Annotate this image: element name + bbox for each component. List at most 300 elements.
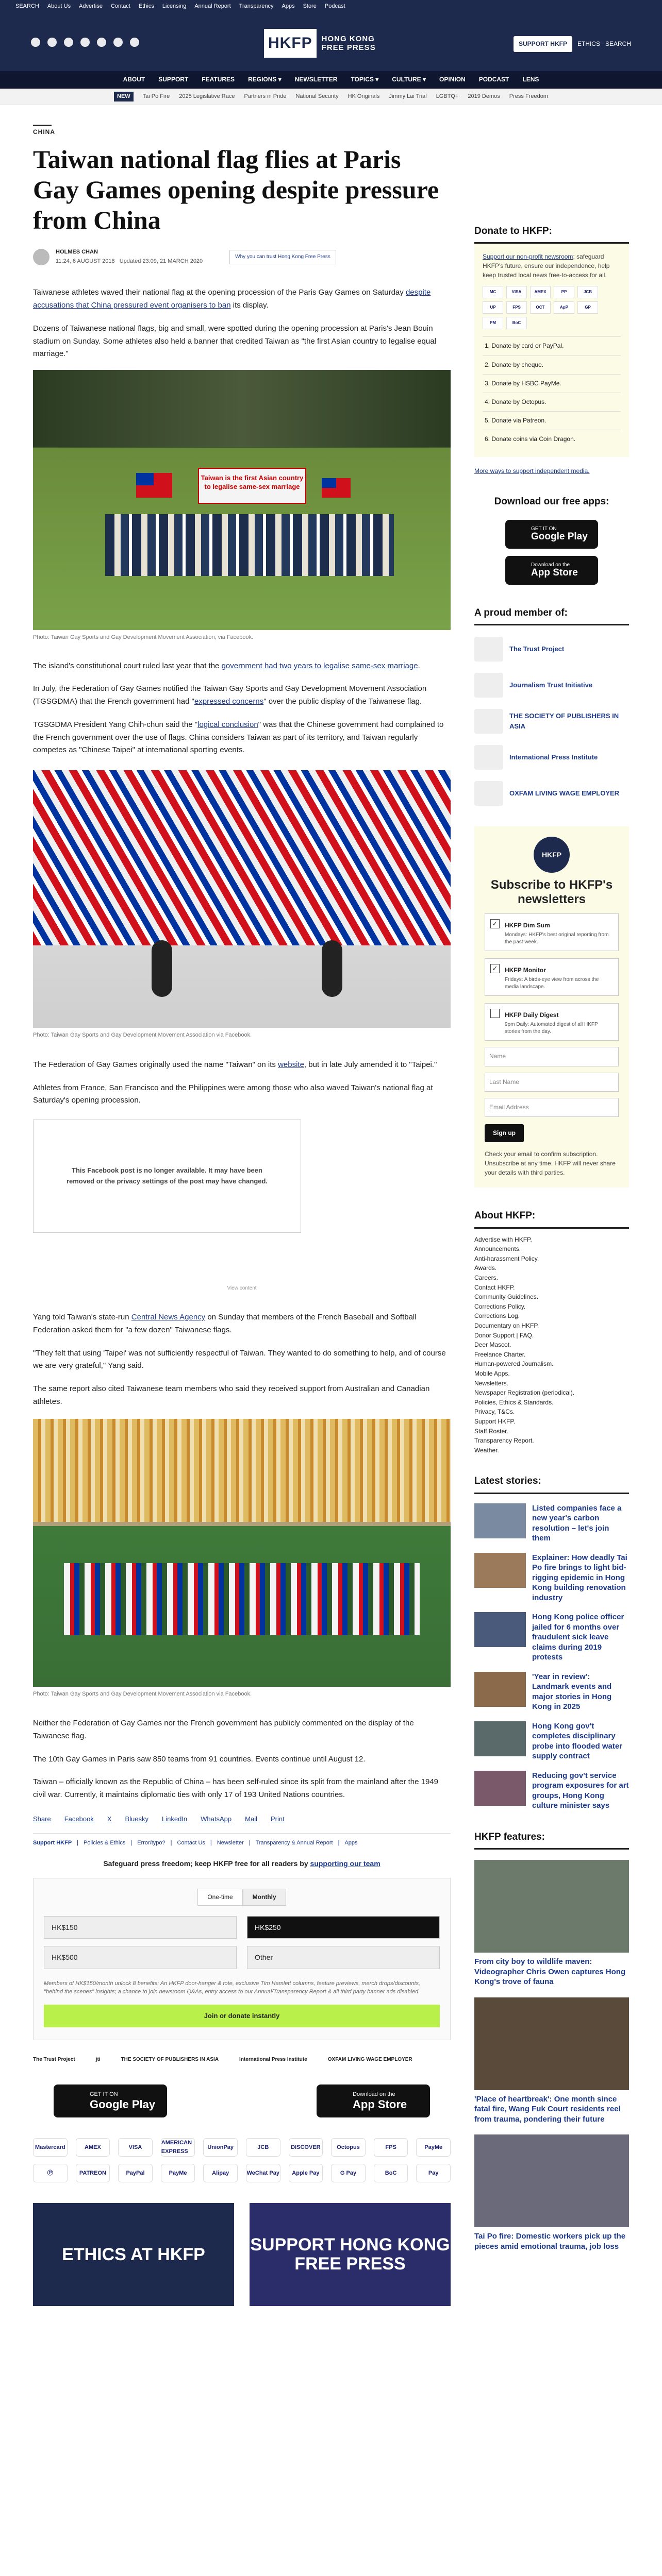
payment-logo: PayPal — [118, 2164, 153, 2182]
nav-item[interactable]: CULTURE ▾ — [392, 76, 426, 83]
footer-links: Support HKFP | Policies & Ethics | Error/typo? | Contact Us | Newsletter | Transparency & Annual Report | Apps — [33, 1839, 451, 1848]
checkbox[interactable] — [490, 1009, 500, 1018]
story-thumbnail — [474, 1721, 526, 1756]
ethics-link[interactable]: ETHICS — [577, 40, 600, 47]
site-logo[interactable] — [264, 29, 376, 58]
text: ; safeguard HKFP's future, ensure our independence, help keep trusted local news free-to-access for all. — [483, 253, 610, 279]
photo-stands — [33, 1419, 451, 1522]
story-title: Listed companies face a new year's carbon resolution – let's join them — [532, 1503, 622, 1543]
about-link[interactable]: Support HKFP. — [474, 1417, 516, 1425]
trust-project-logo[interactable]: The Trust Project — [33, 2057, 75, 2063]
about-link[interactable]: Staff Roster. — [474, 1427, 508, 1435]
paragraph — [33, 1059, 451, 1072]
safeguard-heading — [33, 1858, 451, 1869]
nav-item[interactable]: SUPPORT — [158, 76, 189, 83]
option-title: HKFP Monitor — [505, 967, 546, 974]
top-link[interactable]: Annual Report — [194, 3, 231, 10]
card-logo: PP — [554, 286, 574, 298]
paragraph — [33, 286, 451, 312]
card-logos — [483, 286, 621, 329]
payment-logo: JCB — [246, 2138, 280, 2157]
donate-link[interactable]: Support our non-profit newsroom — [483, 253, 573, 261]
story-thumbnail — [474, 1503, 526, 1538]
x-icon[interactable] — [47, 38, 57, 47]
share-label[interactable]: Share — [33, 1815, 51, 1823]
payment-logo: Alipay — [203, 2164, 238, 2182]
about-link[interactable]: Donor Support | FAQ. — [474, 1331, 534, 1339]
newsletter-option[interactable] — [485, 958, 619, 996]
one-time-option[interactable]: One-time — [197, 1889, 242, 1906]
member-item[interactable] — [474, 781, 629, 806]
donation-option[interactable]: 3. Donate by HSBC PayMe. — [483, 374, 621, 393]
photo-figure — [322, 940, 342, 997]
about-link[interactable]: Newsletters. — [474, 1379, 509, 1387]
payment-logo: UnionPay — [203, 2138, 238, 2157]
latest-story[interactable] — [474, 1672, 629, 1712]
donate-box — [474, 244, 629, 456]
text: In July, the Federation of Gay Games notified the Taiwan Gay Sports and Gay Development Movement Association (TGSGDMA) that the French government had " — [33, 684, 427, 706]
photo-crowd — [105, 514, 394, 576]
text: its display. — [230, 301, 269, 310]
badge-small: GET IT ON — [90, 2091, 118, 2097]
text: Taiwanese athletes waved their national flag at the opening procession of the Paris Gay Games on Saturday — [33, 288, 406, 297]
byline — [33, 248, 451, 266]
instagram-icon[interactable] — [64, 38, 73, 47]
footer-link[interactable]: Transparency & Annual Report — [255, 1839, 333, 1846]
member-logo — [474, 709, 503, 734]
paragraph: Athletes from France, San Francisco and the Philippines were among those who also waved Taiwan's national flag at Saturday's opening procession. — [33, 1083, 433, 1105]
text: . — [418, 661, 420, 670]
badge-small: Download on the — [531, 562, 570, 568]
card-logo: AMEX — [530, 286, 551, 298]
newsletter-title: Subscribe to HKFP's newsletters — [490, 878, 613, 906]
photo-caption: Photo: Taiwan Gay Sports and Gay Development Movement Association via Facebook. — [33, 1032, 252, 1039]
photo-figure — [152, 940, 172, 997]
story-thumbnail — [474, 1553, 526, 1588]
subnav-item[interactable]: Jimmy Lai Trial — [389, 93, 427, 99]
story-title: Reducing gov't service program exposures for art groups, Hong Kong culture minister says — [532, 1771, 629, 1810]
member-name: Journalism Trust Initiative — [509, 681, 593, 689]
apps-title: Download our free apps: — [494, 496, 609, 507]
paragraph: Taiwan – officially known as the Republic of China – has been self-ruled since its split from the mainland after the 1949 civil war. Currently, it maintains diplomatic ties with only 17 of 193 United Nations countries. — [33, 1777, 438, 1800]
about-link[interactable]: Weather. — [474, 1446, 499, 1454]
payment-logo: VISA — [118, 2138, 153, 2157]
divider — [33, 1833, 451, 1834]
payment-logo: Pay — [416, 2164, 451, 2182]
signup-button[interactable]: Sign up — [485, 1124, 524, 1142]
about-link[interactable]: Announcements. — [474, 1245, 521, 1253]
top-utility-bar — [0, 0, 662, 13]
amount-option-selected[interactable]: HK$250 — [247, 1916, 440, 1939]
donation-option[interactable]: 4. Donate by Octopus. — [483, 393, 621, 411]
subnav-item[interactable]: 2025 Legislative Race — [179, 93, 235, 99]
badge-small: Download on the — [353, 2091, 395, 2097]
logo-line: FREE PRESS — [321, 43, 376, 52]
card-logo: FPS — [506, 301, 527, 314]
header-search-link[interactable]: SEARCH — [605, 40, 631, 47]
nav-item[interactable]: LENS — [522, 76, 539, 83]
inline-link[interactable]: logical conclusion — [197, 720, 258, 729]
support-banner[interactable]: SUPPORT HONG KONG FREE PRESS — [250, 2203, 451, 2306]
youtube-icon[interactable] — [80, 38, 90, 47]
text: " was that the Chinese government had complained to the French government over the use of flags. China considers Taiwan as part of its territory, and Taiwan regularly competes as "Chinese Taipei" at international sporting events. — [33, 720, 444, 755]
payment-logo: DISCOVER — [289, 2138, 323, 2157]
member-name: OXFAM LIVING WAGE EMPLOYER — [509, 789, 620, 797]
photo-flag — [322, 478, 351, 498]
paragraph — [33, 660, 451, 673]
about-link[interactable]: Contact HKFP. — [474, 1283, 515, 1291]
about-link[interactable]: Community Guidelines. — [474, 1293, 539, 1301]
card-logo: PM — [483, 317, 503, 329]
member-logo — [474, 745, 503, 770]
paragraph: The same report also cited Taiwanese team members who said they received support from Australian and Canadian athletes. — [33, 1384, 430, 1406]
story-thumbnail — [474, 1672, 526, 1707]
option-title: HKFP Dim Sum — [505, 922, 550, 929]
nav-item[interactable]: PODCAST — [478, 76, 509, 83]
donate-text — [483, 252, 621, 280]
donate-title: Donate to HKFP: — [474, 224, 629, 244]
payment-logo: AMEX — [76, 2138, 110, 2157]
about-link[interactable]: Documentary on HKFP. — [474, 1321, 539, 1329]
paragraph: "They felt that using 'Taipei' was not sufficiently respectful of Taiwan. They wanted to do something to help, and of course we are very grateful," Yang said. — [33, 1348, 446, 1370]
inline-link[interactable]: despite accusations that China pressured event organisers to ban — [33, 288, 431, 310]
option-desc: Mondays: HKFP's best original reporting from the past week. — [505, 932, 609, 945]
subnav-item[interactable]: Partners in Pride — [244, 93, 287, 99]
photo-caption: Photo: Taiwan Gay Sports and Gay Development Movement Association, via Facebook. — [33, 634, 254, 641]
join-donate-button[interactable]: Join or donate instantly — [44, 2005, 440, 2028]
share-bluesky[interactable]: Bluesky — [125, 1815, 148, 1823]
oxfam-logo[interactable]: OXFAM LIVING WAGE EMPLOYER — [327, 2057, 412, 2063]
member-logo — [474, 637, 503, 662]
article-column — [33, 105, 451, 2306]
feature-image — [474, 1860, 629, 1953]
payment-logo: Ⓟ — [33, 2164, 68, 2182]
nav-item[interactable]: FEATURES — [202, 76, 235, 83]
nav-item[interactable]: ABOUT — [123, 76, 145, 83]
photo-flags-crowd — [33, 770, 451, 945]
payment-logo: PayMe — [416, 2138, 451, 2157]
newsletter-box — [474, 826, 629, 1188]
card-logo: ApP — [554, 301, 574, 314]
sidebar-app-store[interactable] — [505, 556, 598, 585]
donation-option[interactable]: 2. Donate by cheque. — [483, 355, 621, 374]
facebook-icon[interactable] — [31, 38, 40, 47]
photo-crowd — [64, 1563, 420, 1635]
monthly-option[interactable]: Monthly — [243, 1889, 286, 1906]
feature-item[interactable] — [474, 1997, 629, 2125]
author-name[interactable]: HOLMES CHAN — [56, 249, 98, 256]
text: , but in late July amended it to "Taipei." — [304, 1060, 437, 1069]
about-link[interactable]: Corrections Policy. — [474, 1302, 526, 1310]
paragraph: Neither the Federation of Gay Games nor the French government has publicly commented on the display of the Taiwanese flag. — [33, 1719, 414, 1740]
about-link[interactable]: Privacy, T&Cs. — [474, 1408, 515, 1416]
promo-banners — [33, 2203, 451, 2306]
share-facebook[interactable]: Facebook — [64, 1815, 94, 1823]
option-title: HKFP Daily Digest — [505, 1011, 559, 1019]
inline-link[interactable]: Central News Agency — [131, 1313, 206, 1322]
member-title: A proud member of: — [474, 605, 629, 625]
inline-link[interactable]: expressed concerns — [194, 697, 264, 706]
author-avatar — [33, 249, 49, 265]
member-item[interactable] — [474, 709, 629, 734]
option-desc: 9pm Daily: Automated digest of all HKFP stories from the day. — [505, 1022, 598, 1035]
story-thumbnail — [474, 1771, 526, 1806]
latest-story[interactable] — [474, 1553, 629, 1603]
top-link[interactable]: Contact — [110, 3, 130, 10]
top-link[interactable]: Podcast — [324, 3, 345, 10]
text: TGSGDMA President Yang Chih-chun said the " — [33, 720, 198, 729]
footer-link[interactable]: Contact Us — [177, 1839, 205, 1846]
amount-option-other[interactable]: Other — [247, 1946, 440, 1969]
newsletter-option[interactable] — [485, 1003, 619, 1041]
about-link[interactable]: Human-powered Journalism. — [474, 1360, 554, 1368]
latest-story[interactable] — [474, 1612, 629, 1663]
amount-option[interactable]: HK$500 — [44, 1946, 237, 1969]
publish-date: 11:24, 6 AUGUST 2018 — [56, 258, 115, 264]
nav-item[interactable]: REGIONS ▾ — [248, 76, 282, 83]
share-print[interactable]: Print — [270, 1815, 285, 1823]
story-title: 'Year in review': Landmark events and major stories in Hong Kong in 2025 — [532, 1672, 612, 1711]
threads-icon[interactable] — [97, 38, 106, 47]
top-link[interactable]: Licensing — [162, 3, 187, 10]
donation-option[interactable]: 5. Donate via Patreon. — [483, 411, 621, 430]
photo-banner: Taiwan is the first Asian country to legalise same-sex marriage — [198, 468, 306, 504]
feature-item[interactable] — [474, 2134, 629, 2251]
about-link[interactable]: Transparency Report. — [474, 1437, 534, 1445]
share-whatsapp[interactable]: WhatsApp — [201, 1815, 232, 1823]
paragraph — [33, 719, 451, 757]
newsletter-note: Check your email to confirm subscription. Unsubscribe at any time. HKFP will never share your details with third parties. — [485, 1150, 616, 1177]
last-name-field[interactable]: Last Name — [485, 1073, 619, 1092]
nav-item[interactable]: NEWSLETTER — [294, 76, 338, 83]
article-photo — [33, 370, 451, 630]
inline-link[interactable]: website — [278, 1060, 304, 1069]
badge-large: Google Play — [531, 531, 588, 542]
story-title: Hong Kong gov't completes disciplinary probe into flooded water supply contract — [532, 1721, 622, 1761]
name-field[interactable]: Name — [485, 1047, 619, 1066]
share-mail[interactable]: Mail — [245, 1815, 257, 1823]
article-title: Taiwan national flag flies at Paris Gay Games opening despite pressure from China — [33, 145, 439, 235]
subnav-item[interactable]: LGBTQ+ — [436, 93, 459, 99]
donation-option[interactable]: 1. Donate by card or PayPal. — [483, 336, 621, 355]
subnav-item[interactable]: 2019 Demos — [468, 93, 500, 99]
payment-logo: Mastercard — [33, 2138, 68, 2157]
search-link[interactable]: SEARCH — [15, 3, 39, 10]
newsletter-option[interactable] — [485, 913, 619, 951]
photo-stands — [33, 370, 451, 447]
nav-item[interactable]: TOPICS ▾ — [351, 76, 379, 83]
about-link[interactable]: Newspaper Registration (periodical). — [474, 1389, 575, 1397]
subnav-item[interactable]: Press Freedom — [509, 93, 548, 99]
feature-title: 'Place of heartbreak': One month since fatal fire, Wang Fuk Court residents reel from trauma, pondering their future — [474, 2094, 621, 2124]
badge-large: App Store — [531, 567, 578, 578]
feature-image — [474, 1997, 629, 2090]
payment-logo: G Pay — [331, 2164, 366, 2182]
member-item[interactable] — [474, 745, 629, 770]
ethics-banner[interactable]: ETHICS AT HKFP — [33, 2203, 234, 2306]
app-store-badges — [33, 2084, 451, 2117]
feature-image — [474, 2134, 629, 2227]
bluesky-icon[interactable] — [130, 38, 139, 47]
card-logo: OCT — [530, 301, 551, 314]
photo-caption: Photo: Taiwan Gay Sports and Gay Development Movement Association via Facebook. — [33, 1690, 252, 1697]
donation-widget — [33, 1878, 451, 2041]
updated-date: Updated 23:09, 21 MARCH 2020 — [119, 258, 203, 264]
subnav-item[interactable]: HK Originals — [347, 93, 380, 99]
latest-story[interactable] — [474, 1771, 629, 1811]
donation-options — [483, 336, 621, 448]
payment-logo: FPS — [374, 2138, 408, 2157]
share-linkedin[interactable]: LinkedIn — [162, 1815, 188, 1823]
top-link[interactable]: About Us — [47, 3, 71, 10]
text: The Federation of Gay Games originally used the name "Taiwan" on its — [33, 1060, 278, 1069]
frequency-toggle — [44, 1889, 440, 1906]
payment-logo: PATREON — [76, 2164, 110, 2182]
about-link[interactable]: Awards. — [474, 1264, 497, 1272]
latest-story[interactable] — [474, 1721, 629, 1761]
article-photo — [33, 1419, 451, 1687]
card-logo: UP — [483, 301, 503, 314]
text: Safeguard press freedom; keep HKFP free for all readers by — [103, 1859, 310, 1868]
text: on Sunday that members of the French Baseball and Softball Federation asked them for "a few dozen" Taiwanese flags. — [33, 1313, 417, 1334]
payment-logo: WeChat Pay — [246, 2164, 280, 2182]
checkbox[interactable]: ✓ — [490, 964, 500, 973]
more-ways-link[interactable]: More ways to support independent media. — [474, 467, 590, 474]
sidebar — [474, 105, 629, 2251]
ipi-logo[interactable]: International Press Institute — [239, 2057, 307, 2063]
payment-logo: Apple Pay — [289, 2164, 323, 2182]
article-category[interactable]: CHINA — [33, 125, 52, 137]
badge-large: Google Play — [90, 2097, 156, 2111]
text: " over the public display of the Taiwanese flag. — [263, 697, 422, 706]
email-field[interactable]: Email Address — [485, 1098, 619, 1117]
about-link[interactable]: Careers. — [474, 1274, 499, 1281]
option-desc: Fridays: A birds-eye view from across the media landscape. — [505, 977, 599, 990]
top-link[interactable]: Store — [303, 3, 317, 10]
footer-link[interactable]: Apps — [344, 1839, 358, 1846]
footer-link[interactable]: Support HKFP — [33, 1839, 72, 1846]
badge-small: GET IT ON — [531, 526, 557, 532]
about-link[interactable]: Deer Mascot. — [474, 1341, 511, 1349]
view-content-link[interactable]: View content — [227, 1285, 257, 1292]
sidebar-google-play[interactable] — [505, 520, 598, 549]
payment-logo: BoC — [374, 2164, 408, 2182]
story-thumbnail — [474, 1612, 526, 1647]
about-title: About HKFP: — [474, 1208, 629, 1228]
app-store-badge[interactable] — [317, 2084, 430, 2117]
member-name: THE SOCIETY OF PUBLISHERS IN ASIA — [509, 711, 619, 731]
newsletter-badge: HKFP — [534, 837, 570, 873]
feature-title: Tai Po fire: Domestic workers pick up the pieces amid emotional trauma, job loss — [474, 2232, 626, 2251]
linkedin-icon[interactable] — [113, 38, 123, 47]
amount-options — [44, 1916, 440, 1969]
card-logo: VISA — [506, 286, 527, 298]
text: The island's constitutional court ruled last year that the — [33, 661, 222, 670]
paragraph — [33, 1311, 451, 1337]
member-logos — [33, 2056, 451, 2064]
payment-methods — [33, 2138, 451, 2182]
about-link[interactable]: Anti-harassment Policy. — [474, 1255, 539, 1262]
logo-mark: HKFP — [264, 29, 317, 58]
payment-logo: PayMe — [161, 2164, 195, 2182]
inline-link[interactable]: government had two years to legalise same-sex marriage — [221, 661, 418, 670]
top-link[interactable]: Transparency — [239, 3, 274, 10]
jti-logo[interactable]: jti — [95, 2057, 101, 2063]
about-list — [474, 1235, 629, 1455]
photo-flag — [136, 473, 172, 498]
latest-title: Latest stories: — [474, 1473, 629, 1494]
about-link[interactable]: Policies, Ethics & Standards. — [474, 1398, 554, 1406]
share-bar — [33, 1814, 451, 1825]
logo-line: HONG KONG — [321, 34, 375, 43]
donation-option[interactable]: 6. Donate coins via Coin Dragon. — [483, 430, 621, 448]
amount-option[interactable]: HK$150 — [44, 1916, 237, 1939]
top-link[interactable]: Ethics — [138, 3, 154, 10]
about-link[interactable]: Advertise with HKFP. — [474, 1235, 532, 1243]
new-badge: NEW — [114, 92, 134, 102]
trust-link[interactable]: Why you can trust Hong Kong Free Press — [229, 250, 336, 264]
latest-story[interactable] — [474, 1503, 629, 1544]
payment-logo: Octopus — [331, 2138, 366, 2157]
card-logo: JCB — [577, 286, 598, 298]
support-button[interactable]: SUPPORT HKFP — [514, 36, 572, 52]
nav-item[interactable]: OPINION — [439, 76, 466, 83]
feature-title: From city boy to wildlife maven: Videographer Chris Owen captures Hong Kong's trove of fauna — [474, 1957, 626, 1987]
top-link[interactable]: Apps — [282, 3, 295, 10]
about-link[interactable]: Corrections Log. — [474, 1312, 520, 1320]
member-name: International Press Institute — [509, 753, 598, 761]
payment-logo: AMERICAN EXPRESS — [161, 2138, 195, 2157]
article-photo — [33, 770, 451, 1028]
paragraph: The 10th Gay Games in Paris saw 850 teams from 91 countries. Events continue until August 12. — [33, 1754, 366, 1764]
paragraph: Dozens of Taiwanese national flags, big and small, were spotted during the opening procession at Paris's Jean Bouin stadium on Sunday. Some athletes also held a banner that credited Taiwan as "the first Asian country to legalise equal marriage." — [33, 324, 436, 359]
feature-item[interactable] — [474, 1860, 629, 1987]
membership-note: Members of HK$150/month unlock 8 benefits: An HKFP door-hanger & tote, exclusive Tim Hamlett columns, feature previews, merch drops/discounts, "behind the scenes" insights; a chance to join newsroom Q&As, entry access to our Annual/Transparency Report & all third party banner ads disabled. — [44, 1980, 421, 1995]
footer-link[interactable]: Policies & Ethics — [84, 1839, 126, 1846]
member-logo — [474, 673, 503, 698]
member-item[interactable] — [474, 673, 629, 698]
support-team-link[interactable]: supporting our team — [310, 1859, 380, 1868]
topic-subnav — [0, 89, 662, 105]
text: Yang told Taiwan's state-run — [33, 1313, 131, 1322]
card-logo: BoC — [506, 317, 527, 329]
about-link[interactable]: Mobile Apps. — [474, 1369, 510, 1377]
footer-link[interactable]: Newsletter — [217, 1839, 244, 1846]
member-logo — [474, 781, 503, 806]
features-title: HKFP features: — [474, 1829, 629, 1850]
about-link[interactable]: Freelance Charter. — [474, 1350, 526, 1358]
story-title: Explainer: How deadly Tai Po fire brings to light bid-rigging epidemic in Hong Kong building renovation industry — [532, 1553, 627, 1602]
subnav-item[interactable]: National Security — [295, 93, 339, 99]
top-link[interactable]: Advertise — [79, 3, 103, 10]
sopa-logo[interactable]: THE SOCIETY OF PUBLISHERS IN ASIA — [121, 2057, 219, 2063]
card-logo: MC — [483, 286, 503, 298]
social-icons — [31, 38, 139, 47]
google-play-badge[interactable] — [54, 2084, 167, 2117]
footer-link[interactable]: Error/typo? — [137, 1839, 166, 1846]
member-item[interactable] — [474, 637, 629, 662]
paragraph — [33, 683, 451, 708]
badge-large: App Store — [353, 2097, 407, 2111]
card-logo: GP — [577, 301, 598, 314]
checkbox[interactable]: ✓ — [490, 919, 500, 928]
member-name: The Trust Project — [509, 645, 565, 653]
subnav-item[interactable]: Tai Po Fire — [142, 93, 170, 99]
story-title: Hong Kong police officer jailed for 6 months over fraudulent sick leave claims during 2019 protests — [532, 1613, 624, 1662]
site-header — [0, 13, 662, 71]
facebook-embed-unavailable: This Facebook post is no longer available. It may have been removed or the privacy settings of the post may have changed. — [33, 1120, 301, 1233]
share-x[interactable]: X — [107, 1815, 112, 1823]
